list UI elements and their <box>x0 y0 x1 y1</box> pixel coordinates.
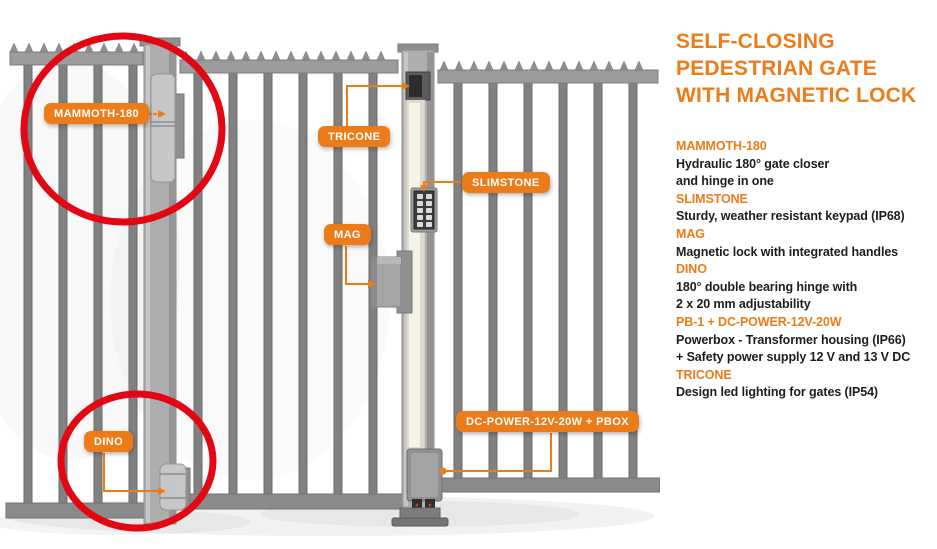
page-title-line: SELF-CLOSING <box>676 30 835 53</box>
callout-label-mag: MAG <box>324 224 371 245</box>
product-name: PB-1 + DC-POWER-12V-20W <box>676 314 842 329</box>
product-desc: and hinge in one <box>676 174 774 189</box>
callout-label-mammoth-180: MAMMOTH-180 <box>44 103 149 124</box>
slimstone-keypad <box>411 188 437 232</box>
dino-hinge <box>160 464 190 510</box>
product-desc: Hydraulic 180° gate closer <box>676 156 830 171</box>
product-desc: + Safety power supply 12 V and 13 V DC <box>676 350 911 365</box>
mag-lock <box>371 251 412 313</box>
product-desc: Sturdy, weather resistant keypad (IP68) <box>676 209 905 224</box>
product-desc: 180° double bearing hinge with <box>676 279 858 294</box>
product-desc: Powerbox - Transformer housing (IP66) <box>676 332 906 347</box>
page-title-line: WITH MAGNETIC LOCK <box>676 84 917 107</box>
product-name: DINO <box>676 262 707 277</box>
callout-label-dino: DINO <box>84 431 133 452</box>
product-name: TRICONE <box>676 367 732 382</box>
page-title <box>676 28 937 109</box>
callout-label-slimstone: SLIMSTONE <box>462 172 550 193</box>
product-name: MAMMOTH-180 <box>676 139 767 153</box>
callout-label-dc-power: DC-POWER-12V-20W + PBOX <box>456 411 639 432</box>
product-name: MAG <box>676 226 705 241</box>
power-box <box>392 449 448 526</box>
callout-dot <box>440 468 447 475</box>
info-panel <box>676 28 937 402</box>
product-desc: Design led lighting for gates (IP54) <box>676 385 878 400</box>
page-title-line: PEDESTRIAN GATE <box>676 57 877 80</box>
callout-label-tricone: TRICONE <box>318 126 390 147</box>
product-list <box>676 138 937 402</box>
product-desc: 2 x 20 mm adjustability <box>676 297 811 312</box>
product-name: SLIMSTONE <box>676 191 748 206</box>
product-desc: Magnetic lock with integrated handles <box>676 244 899 259</box>
